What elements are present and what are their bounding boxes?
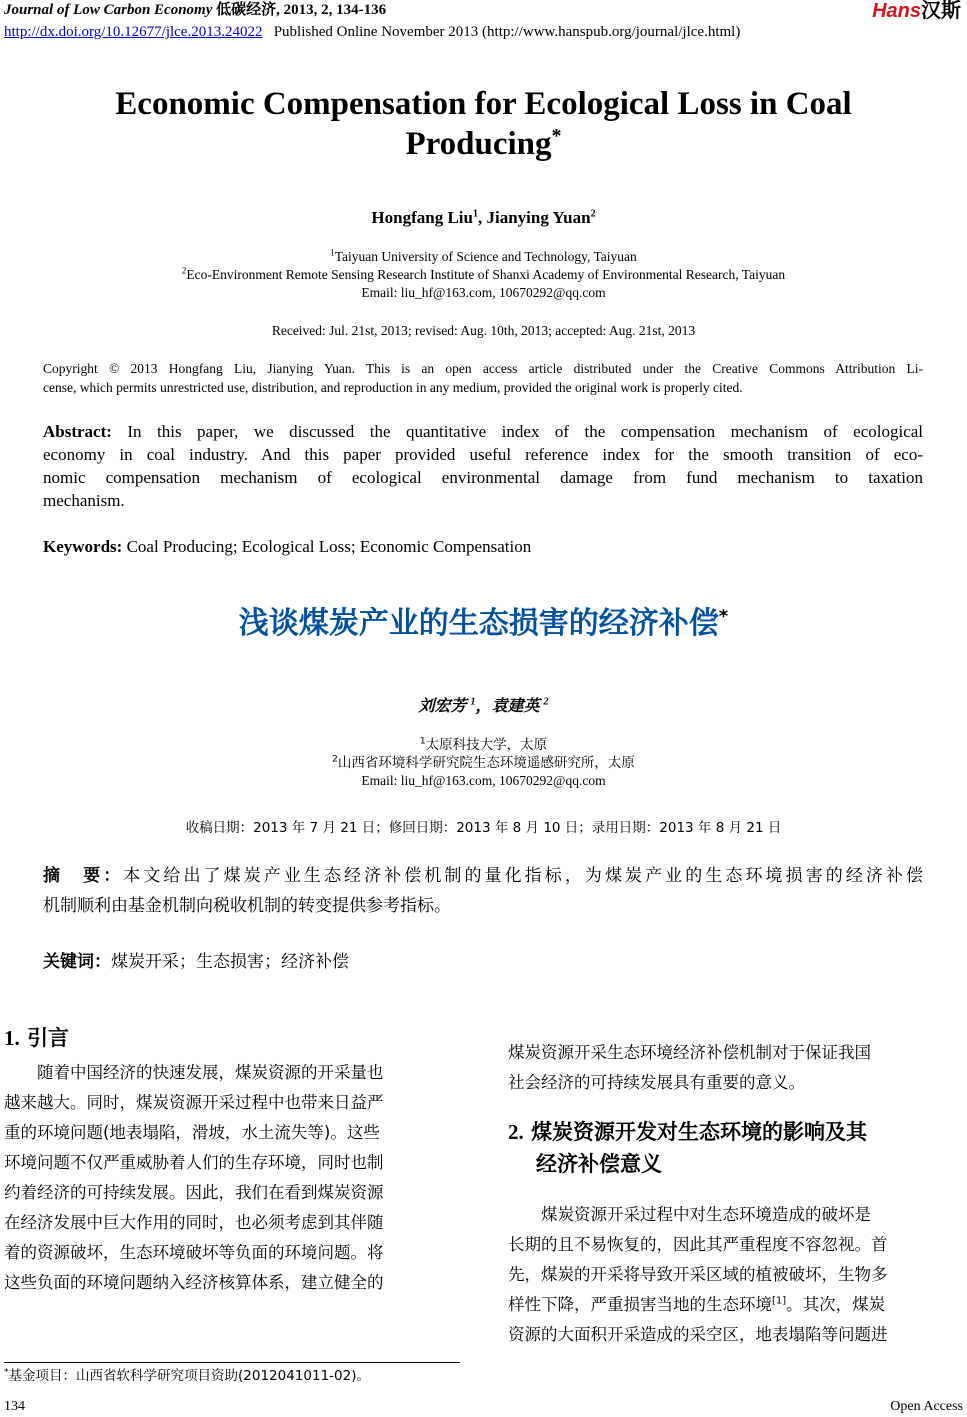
section-2-body: 煤炭资源开采过程中对生态环境造成的破坏是 长期的且不易恢复的，因此其严重程度不容忽视。首 先，煤炭的开采将导致开采区域的植被破坏，生物多 样性下降，严重损害当地的生态环境[1]。其次，煤炭 资源的大面积开采造成的采空区，地表塌陷等问题进 [508,1205,888,1344]
footnote: *基金项目：山西省软科学研究项目资助(2012041011-02)。 [4,1367,370,1384]
hans-logo: Hans汉斯 [872,0,961,22]
page-number: 134 [4,1399,25,1414]
open-access-label: Open Access [890,1399,963,1414]
journal-header: Journal of Low Carbon Economy 低碳经济, 2013, 2, 134-136 [4,2,387,18]
footnote-divider [4,1362,460,1363]
copyright: Copyright © 2013 Hongfang Liu, Jianying Yuan. This is an open access article distributed under the Creative Commons Attribution Li- cense, which permits unrestricted use, distribution, and reproduction in any medium, provided the original work is properly cited. [43,361,923,395]
page-footer [0,1398,967,1416]
section-1-heading: 1. 引言 [4,1026,70,1050]
chinese-affiliations: $^1$太原科技大学，太原 $^2$山西省环境科学研究院生态环境遥感研究所，太原 Email: liu_hf@163.com, 10670292@qq.com [332,736,635,788]
email: Email: liu_hf@163.com, 10670292@qq.com [361,285,606,300]
doi-link[interactable]: http://dx.doi.org/10.12677/jlce.2013.24022 [4,24,263,40]
chinese-keywords: 关键词：煤炭开采；生态损害；经济补偿 [43,952,349,972]
section-1-body: 随着中国经济的快速发展，煤炭资源的开采量也 越来越大。同时，煤炭资源开采过程中也带来日益严 重的环境问题(地表塌陷，滑坡，水土流失等)。这些 环境问题不仅严重威胁着人们的生存环境，同时也制 约着经济的可持续发展。因此，我们在看到煤炭资源 在经济发展中巨大作用的同时，也必须考虑到其伴随 着的资源破坏，生态环境破坏等负面的环境问题。将 这些负面的环境问题纳入经济核算体系，建立健全的 [4,1063,384,1292]
chinese-authors: 刘宏芳 $^1$，袁建英 $^2$ [418,696,549,715]
chinese-received: 收稿日期：2013 年 7 月 21 日；修回日期：2013 年 8 月 10 日；录用日期：2013 年 8 月 21 日 [185,820,782,836]
chinese-title: 浅谈煤炭产业的生态损害的经济补偿* [238,606,729,641]
doi-line: http://dx.doi.org/10.12677/jlce.2013.24022 Published Online November 2013 (http://www.hanspub.org/journal/jlce.html) [4,24,741,40]
section-2-heading: 2. 煤炭资源开发对生态环境的影响及其 经济补偿意义 [508,1120,868,1176]
keywords: Keywords: Coal Producing; Ecological Loss; Economic Compensation [43,537,532,556]
authors: Hongfang Liu$^1$, Jianying Yuan$^2$ [371,208,596,227]
citation-ref[interactable]: [1] [772,1295,787,1307]
right-column-intro: 煤炭资源开采生态环境经济补偿机制对于保证我国 社会经济的可持续发展具有重要的意义。 [508,1043,871,1092]
paper-title: Economic Compensation for Ecological Loss in Coal Producing* [115,86,852,162]
received-dates: Received: Jul. 21st, 2013; revised: Aug. 10th, 2013; accepted: Aug. 21st, 2013 [271,323,696,338]
chinese-abstract: 摘 要：本文给出了煤炭产业生态经济补偿机制的量化指标，为煤炭产业的生态环境损害的经济补偿 机制顺利由基金机制向税收机制的转变提供参考指标。 [43,866,924,916]
affiliations: $^1$Taiyuan University of Science and Technology, Taiyuan $^2$Eco-Environment Remote Sensing Research Institute of Shanxi Academy of Environmental Research, Taiyuan Email: liu_hf@163.com, 10670292@qq.com [0,248,967,302]
abstract: Abstract: In this paper, we discussed the quantitative index of the compensation mechanism of ecological economy in coal industry. And this paper provided useful reference index for the smooth transition of eco- nomic compensation mechanism of ecological environmental damage from fund mechanism to taxation mechanism. [43,422,923,510]
